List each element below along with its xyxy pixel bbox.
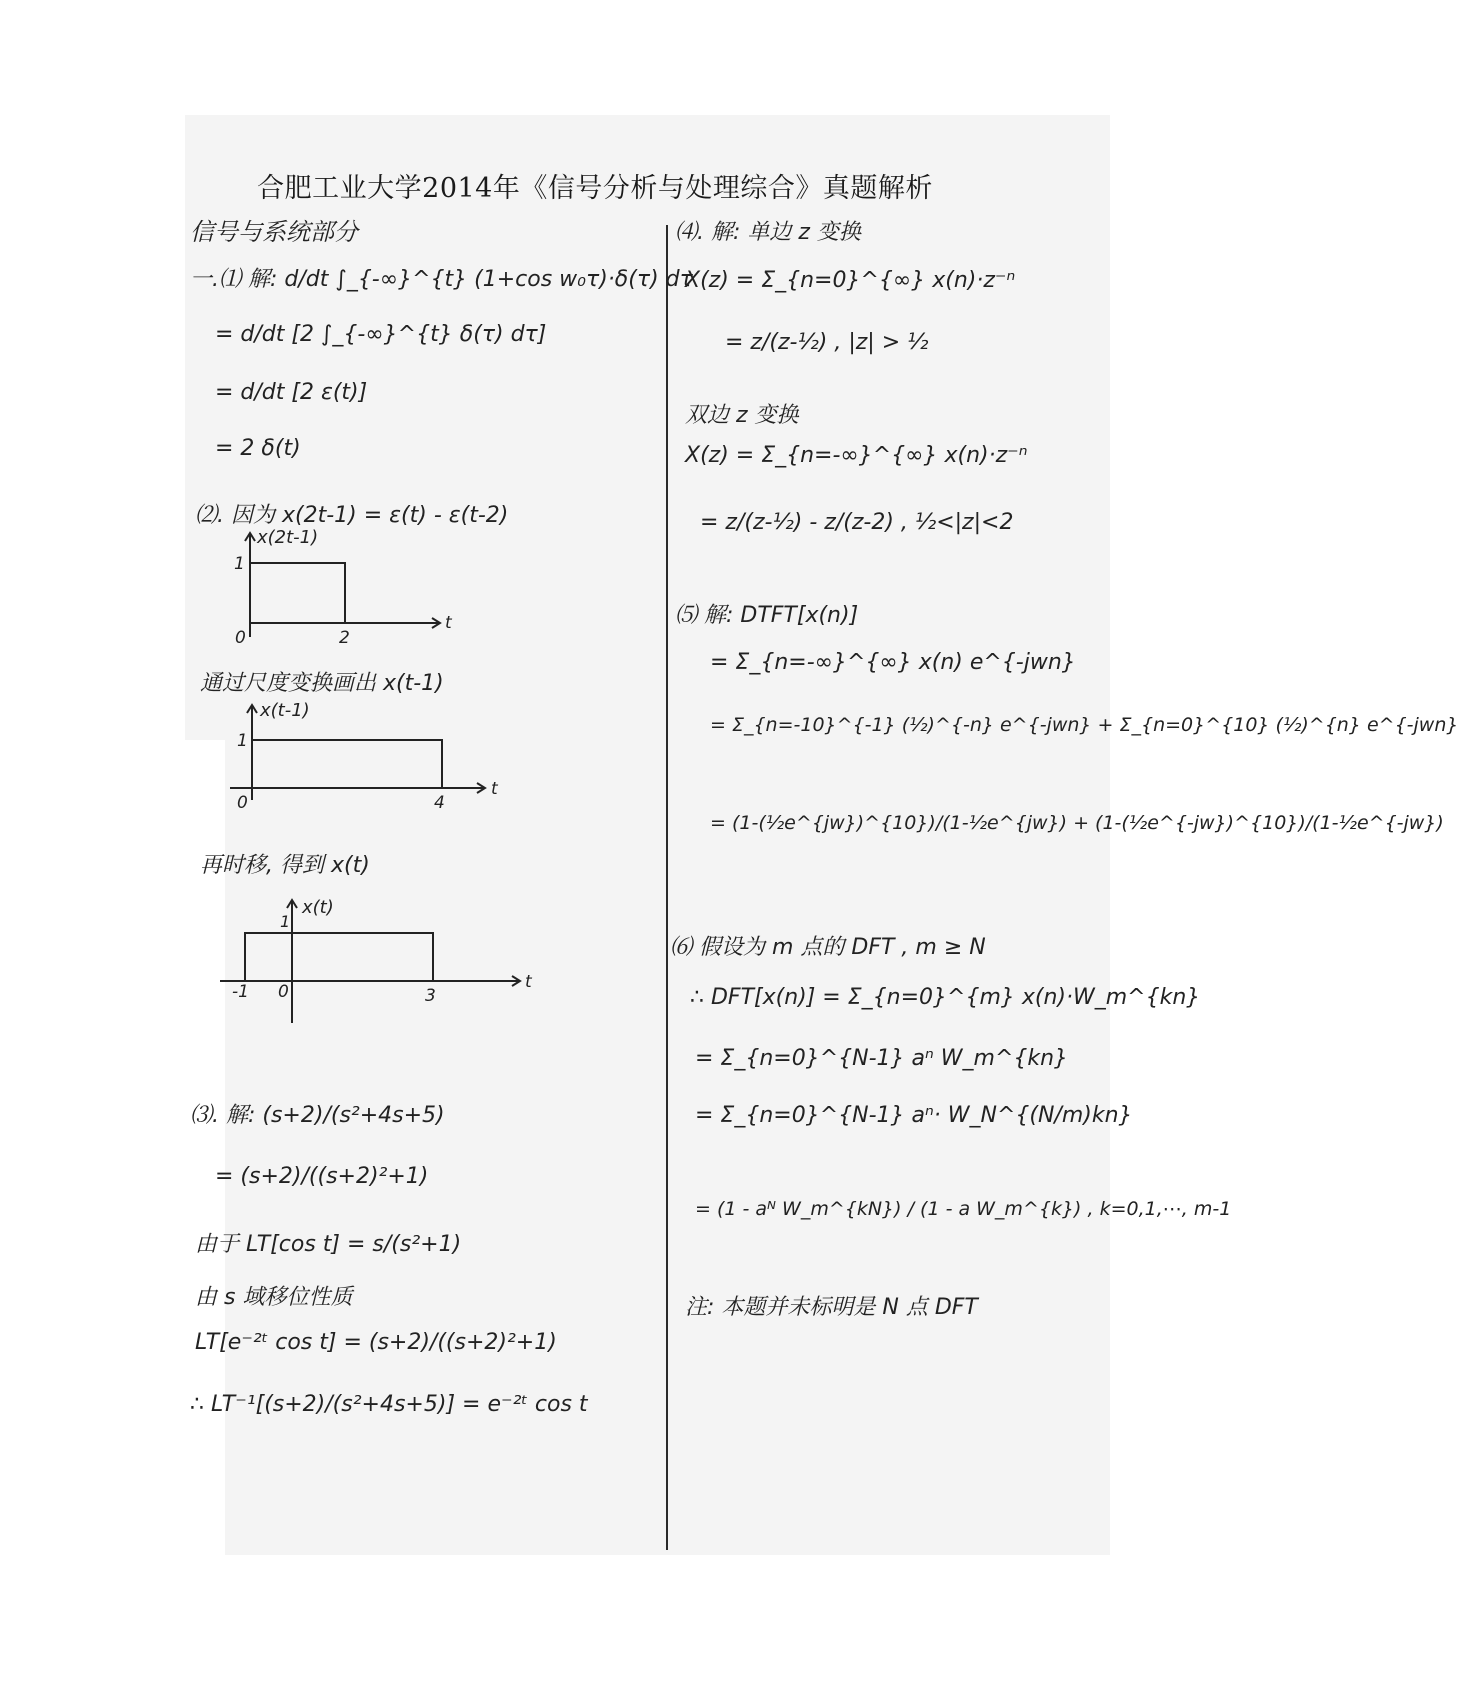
graph1-tlabel: t [445,613,452,633]
q6-line6: 注: 本题并未标明是 N 点 DFT [685,1295,978,1320]
graph3-end: 3 [425,986,436,1006]
page-title: 合肥工业大学2014年《信号分析与处理综合》真题解析 [257,173,933,204]
graph1-zero: 0 [235,628,246,648]
q1-line1: 一.⑴ 解: d/dt ∫_{-∞}^{t} (1+cos w₀τ)·δ(τ) dτ [190,267,693,292]
q3-line4: 由 s 域移位性质 [195,1285,353,1310]
graph2-tlabel: t [491,779,498,799]
q1-line2: = d/dt [2 ∫_{-∞}^{t} δ(τ) dτ] [215,322,547,347]
graph2-zero: 0 [237,793,248,813]
q2-line2: 通过尺度变换画出 x(t-1) [200,671,444,696]
q2-line1: ⑵. 因为 x(2t-1) = ε(t) - ε(t-2) [195,503,509,528]
q3-line6: ∴ LT⁻¹[(s+2)/(s²+4s+5)] = e⁻²ᵗ cos t [190,1392,588,1417]
section-heading: 信号与系统部分 [190,218,358,246]
q5-line4: = (1-(½e^{jw})^{10})/(1-½e^{jw}) + (1-(½e^{-jw})^{10})/(1-½e^{-jw}) [710,812,1444,834]
q2-line3: 再时移, 得到 x(t) [200,853,370,878]
q6-line3: = Σ_{n=0}^{N-1} aⁿ W_m^{kn} [695,1046,1069,1071]
graph3-tlabel: t [525,972,532,992]
q4-line5: X(z) = Σ_{n=-∞}^{∞} x(n)·z⁻ⁿ [685,443,1028,468]
pulse [250,563,345,623]
q6-line4: = Σ_{n=0}^{N-1} aⁿ· W_N^{(N/m)kn} [695,1103,1133,1128]
graph3-zero: 0 [278,982,289,1002]
q4-line4: 双边 z 变换 [685,403,799,428]
q4-line1: ⑷. 解: 单边 z 变换 [675,220,861,245]
q1-line3: = d/dt [2 ε(t)] [215,380,368,405]
graph3-neg: -1 [232,982,249,1002]
q5-line1: ⑸ 解: DTFT[x(n)] [675,603,859,628]
q3-line5: LT[e⁻²ᵗ cos t] = (s+2)/((s+2)²+1) [195,1330,557,1355]
graph3-ylabel: x(t) [302,897,334,918]
pulse [252,740,442,788]
graph3-one: 1 [280,912,291,931]
graph-xt-1 [225,700,515,815]
q3-line1: ⑶. 解: (s+2)/(s²+4s+5) [190,1103,445,1128]
q5-line2: = Σ_{n=-∞}^{∞} x(n) e^{-jwn} [710,650,1076,675]
q3-line3: 由于 LT[cos t] = s/(s²+1) [195,1232,462,1257]
pulse [245,933,433,981]
q5-line3: = Σ_{n=-10}^{-1} (½)^{-n} e^{-jwn} + Σ_{n=0}^{10} (½)^{n} e^{-jwn} [710,714,1458,736]
graph-x2t-1 [225,525,465,650]
q4-line2: X(z) = Σ_{n=0}^{∞} x(n)·z⁻ⁿ [685,268,1016,293]
q6-line5: = (1 - aᴺ W_m^{kN}) / (1 - a W_m^{k}) , k=0,1,⋯, m-1 [695,1198,1232,1220]
graph2-ylabel: x(t-1) [260,700,310,721]
q3-line2: = (s+2)/((s+2)²+1) [215,1164,429,1189]
column-divider [666,225,668,1550]
q6-line2: ∴ DFT[x(n)] = Σ_{n=0}^{m} x(n)·W_m^{kn} [690,985,1201,1010]
q6-line1: ⑹ 假设为 m 点的 DFT , m ≥ N [670,935,986,960]
q1-line4: = 2 δ(t) [215,436,301,461]
graph1-end: 2 [339,628,350,648]
q4-line6: = z/(z-½) - z/(z-2) , ½<|z|<2 [700,510,1014,535]
q4-line3: = z/(z-½) , |z| > ½ [725,330,929,355]
graph-xt [220,895,540,1030]
graph2-one: 1 [237,731,248,751]
graph1-ylabel: x(2t-1) [257,527,319,548]
graph2-end: 4 [434,793,445,813]
graph1-one: 1 [234,554,245,574]
